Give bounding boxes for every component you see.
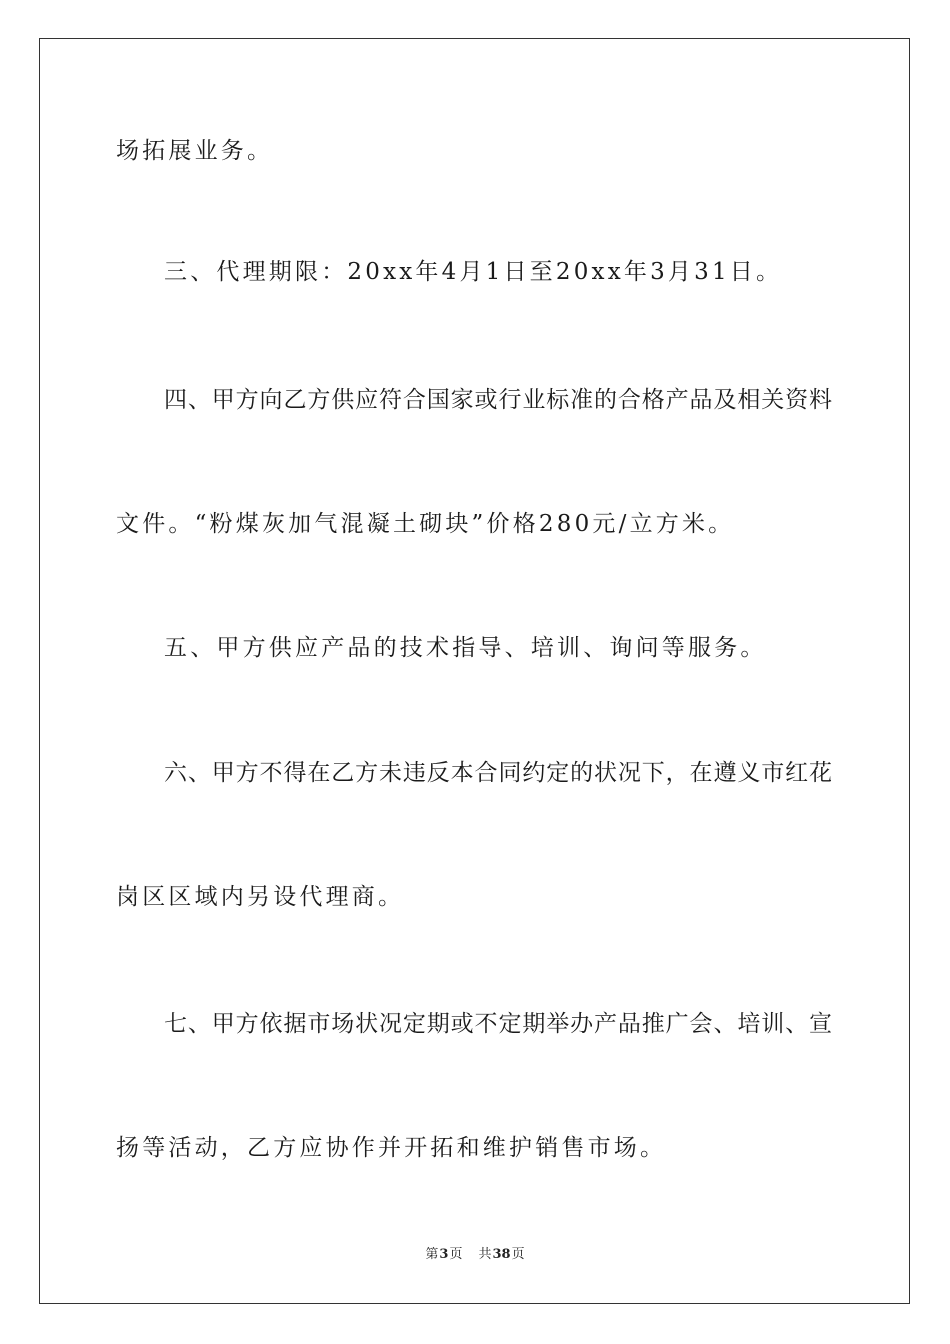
page-number: 3 — [439, 1247, 449, 1262]
paragraph-line: 扬等活动，乙方应协作并开拓和维护销售市场。 — [116, 1135, 667, 1161]
page-suffix: 页 — [449, 1247, 463, 1262]
paragraph-line: 文件。“粉煤灰加气混凝土砌块”价格280元/立方米。 — [116, 511, 735, 537]
paragraph-line: 五、甲方供应产品的技术指导、培训、询问等服务。 — [164, 635, 767, 661]
page-border — [39, 38, 910, 1304]
total-pages: 38 — [492, 1247, 511, 1262]
paragraph-line: 岗区区域内另设代理商。 — [116, 884, 405, 910]
page-prefix: 第 — [425, 1247, 439, 1262]
page-footer — [0, 1246, 950, 1264]
paragraph-line: 场拓展业务。 — [116, 138, 274, 164]
paragraph-line: 六、甲方不得在乙方未违反本合同约定的状况下，在遵义市红花 — [164, 760, 832, 786]
paragraph-line: 四、甲方向乙方供应符合国家或行业标准的合格产品及相关资料 — [164, 387, 832, 413]
total-prefix: 共 — [478, 1247, 492, 1262]
paragraph-line: 七、甲方依据市场状况定期或不定期举办产品推广会、培训、宣 — [164, 1011, 832, 1037]
paragraph-line: 三、代理期限：20xx年4月1日至20xx年3月31日。 — [164, 259, 783, 285]
total-suffix: 页 — [511, 1247, 525, 1262]
